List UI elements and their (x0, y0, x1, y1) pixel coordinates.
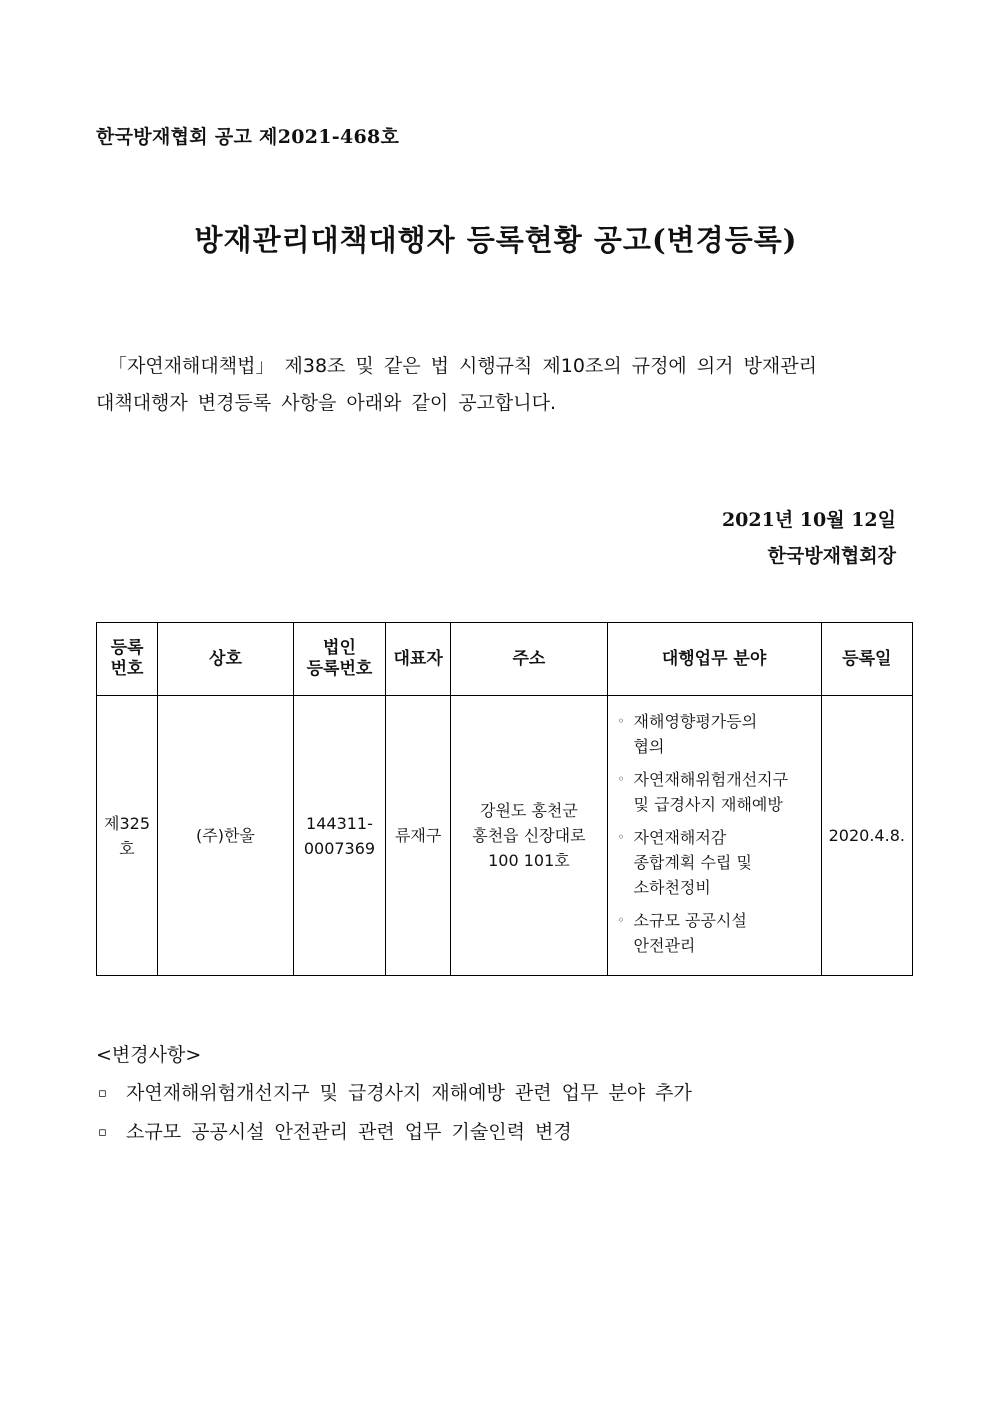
field-item (614, 908, 815, 958)
bullet-icon: ◦ (617, 772, 625, 786)
bullet-icon: ◦ (617, 913, 625, 927)
field-item-line: 소하천정비 (633, 878, 711, 897)
header-corp-no-line-2: 등록번호 (306, 659, 373, 679)
cell-representative: 류재구 (385, 696, 450, 976)
square-bullet-icon: ▫ (98, 1086, 107, 1101)
field-item-line: 협의 (633, 737, 665, 756)
field-item-line: 종합계획 수립 및 (633, 853, 752, 872)
cell-address (451, 696, 607, 976)
cell-address-line-1: 강원도 홍천군 (479, 801, 578, 820)
intro-line-1: 「자연재해대책법」 제38조 및 같은 법 시행규칙 제10조의 규정에 의거 방재관리 (108, 355, 817, 377)
field-item-line: 재해영향평가등의 (633, 712, 758, 731)
document-title: 방재관리대책대행자 등록현황 공고(변경등록) (194, 223, 798, 257)
field-item-line: 자연재해위험개선지구 (633, 770, 789, 789)
field-item-line: 자연재해저감 (633, 828, 727, 847)
header-corp-no-line-1: 법인 (323, 638, 356, 658)
square-bullet-icon: ▫ (98, 1125, 107, 1140)
header-reg-no (97, 623, 158, 696)
bullet-icon: ◦ (617, 830, 625, 844)
signer: 한국방재협회장 (767, 545, 896, 567)
cell-company: (주)한울 (158, 696, 294, 976)
change-item-text: 자연재해위험개선지구 및 급경사지 재해예방 관련 업무 분야 추가 (126, 1082, 692, 1104)
header-reg-date: 등록일 (821, 623, 912, 696)
cell-corp-no (293, 696, 385, 976)
change-item (98, 1117, 572, 1144)
cell-fields (607, 696, 821, 976)
field-item-line: 및 급경사지 재해예방 (633, 795, 783, 814)
header-reg-no-line-1: 등록 (110, 638, 144, 658)
field-item-line: 소규모 공공시설 (633, 911, 747, 930)
field-item (614, 825, 815, 900)
header-fields: 대행업무 분야 (607, 623, 821, 696)
notice-number: 한국방재협회 공고 제2021-468호 (96, 126, 400, 148)
notice-date: 2021년 10월 12일 (721, 509, 896, 531)
intro-line-2: 대책대행자 변경등록 사항을 아래와 같이 공고합니다. (96, 392, 557, 414)
change-item (98, 1078, 692, 1105)
intro-paragraph (96, 348, 896, 422)
cell-address-line-3: 100 101호 (488, 851, 570, 870)
changes-title: <변경사항> (96, 1044, 202, 1066)
bullet-icon: ◦ (617, 714, 625, 728)
change-item-text: 소규모 공공시설 안전관리 관련 업무 기술인력 변경 (126, 1121, 572, 1143)
header-address: 주소 (451, 623, 607, 696)
field-item (614, 767, 815, 817)
cell-reg-date: 2020.4.8. (821, 696, 912, 976)
field-item-line: 안전관리 (633, 936, 696, 955)
field-item (614, 709, 815, 759)
cell-corp-no-line-2: 0007369 (303, 838, 376, 858)
cell-reg-no: 제325호 (97, 696, 158, 976)
cell-address-line-2: 홍천읍 신장대로 (472, 826, 586, 845)
registration-table (96, 622, 913, 976)
header-representative: 대표자 (385, 623, 450, 696)
table-header-row (97, 623, 913, 696)
cell-corp-no-line-1: 144311- (306, 813, 373, 833)
table-row (97, 696, 913, 976)
header-corp-no (293, 623, 385, 696)
header-company: 상호 (158, 623, 294, 696)
header-reg-no-line-2: 번호 (110, 659, 144, 679)
